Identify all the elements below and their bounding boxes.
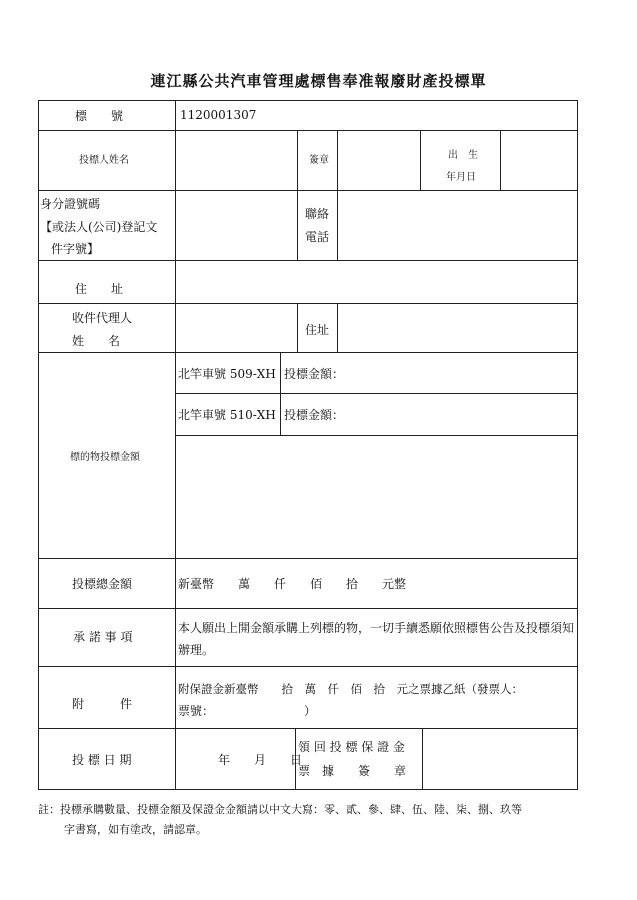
col-divider xyxy=(280,352,281,435)
row-divider xyxy=(38,558,578,559)
id-label: 件字號】 xyxy=(51,242,100,256)
row-divider xyxy=(38,728,578,729)
row-divider xyxy=(38,260,578,261)
item1-amount-label: 投標金額： xyxy=(284,367,345,381)
attach-text: 附保證金新臺幣 拾 萬 仟 佰 拾 元之票據乙紙（發票人： xyxy=(178,682,523,696)
attach-text: 票號： ） xyxy=(178,704,317,718)
refund-label: 領 回 投 標 保 證 金 xyxy=(298,740,405,754)
col-divider xyxy=(420,130,421,190)
id-label: 身分證號碼 xyxy=(40,197,101,211)
form-title: 連江縣公共汽車管理處標售奉准報廢財產投標單 xyxy=(150,72,487,90)
agent-address-label: 住址 xyxy=(305,323,330,337)
bidder-name-label: 投標人姓名 xyxy=(79,155,129,166)
seal-label: 簽章 xyxy=(309,155,329,166)
date-label: 投 標 日 期 xyxy=(72,753,132,767)
col-divider xyxy=(337,130,338,190)
pledge-label: 承 諾 事 項 xyxy=(73,630,133,644)
items-label: 標的物投標金額 xyxy=(70,452,140,463)
refund-label: 票 據 簽 章 xyxy=(298,764,407,778)
row-divider xyxy=(38,666,578,667)
footnote-line: 字書寫，如有塗改，請認章。 xyxy=(64,823,207,836)
footnote-line: 註：投標承購數量、投標金額及保證金金額請以中文大寫：零、貳、參、肆、伍、陸、柒、捌、玖等 xyxy=(38,803,522,816)
col-divider xyxy=(422,728,423,790)
phone-label: 聯絡 xyxy=(305,207,330,221)
row-divider xyxy=(38,190,578,191)
birth-label: 年月日 xyxy=(446,172,476,183)
total-label: 投標總金額 xyxy=(72,577,133,591)
row-divider xyxy=(38,130,578,131)
id-label: 【或法人(公司)登記文 xyxy=(40,220,158,234)
col-divider xyxy=(175,100,176,790)
col-divider xyxy=(337,303,338,352)
tender-no-label: 標 號 xyxy=(75,109,124,123)
address-label: 住 址 xyxy=(75,282,124,296)
birth-label: 出 生 xyxy=(448,150,478,161)
item1-name: 北竿車號 509-XH xyxy=(178,367,276,381)
row-divider xyxy=(175,435,578,436)
attach-label: 附 件 xyxy=(72,697,133,711)
row-divider xyxy=(38,303,578,304)
agent-name-label: 收件代理人 xyxy=(72,311,133,325)
item2-name: 北竿車號 510-XH xyxy=(178,408,276,422)
row-divider xyxy=(38,608,578,609)
col-divider xyxy=(337,190,338,260)
row-divider xyxy=(175,393,578,394)
date-value: 年 月 日 xyxy=(218,753,303,767)
total-value: 新臺幣 萬 仟 佰 拾 元整 xyxy=(178,577,407,591)
pledge-text: 本人願出上開金額承購上列標的物，一切手續悉願依照標售公告及投標須知辦理。 xyxy=(178,621,575,657)
col-divider xyxy=(297,130,298,190)
agent-name-label: 姓 名 xyxy=(72,334,121,348)
item2-amount-label: 投標金額： xyxy=(284,408,345,422)
tender-no-value: 1120001307 xyxy=(180,108,257,122)
phone-label: 電話 xyxy=(305,230,330,244)
row-divider xyxy=(38,352,578,353)
footnote xyxy=(38,800,598,840)
col-divider xyxy=(297,303,298,352)
col-divider xyxy=(297,190,298,260)
col-divider xyxy=(500,130,501,190)
